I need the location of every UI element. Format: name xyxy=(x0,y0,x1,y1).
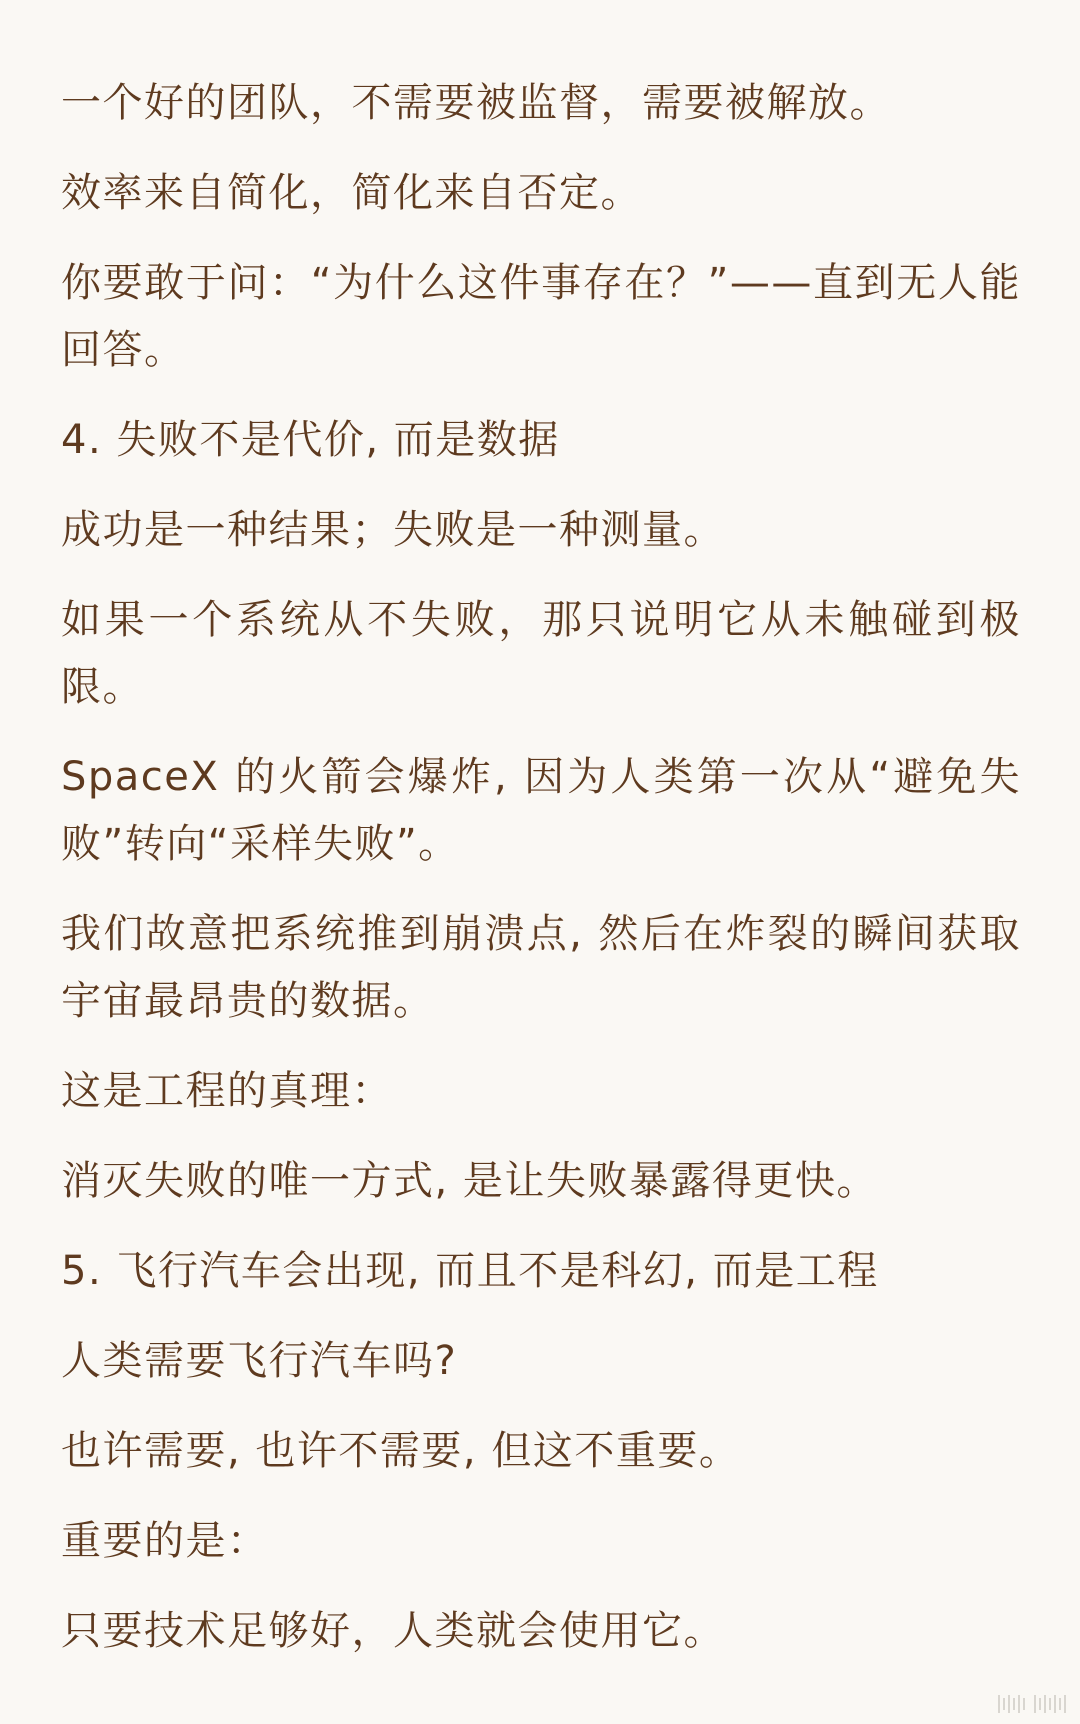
watermark-mark xyxy=(1044,1695,1046,1713)
paragraph-team: 一个好的团队，不需要被监督，需要被解放。 xyxy=(61,80,891,126)
paragraph-ask-why: 你要敢于问：“为什么这件事存在？”——直到无人能回答。 xyxy=(61,260,1021,373)
watermark-mark xyxy=(1064,1695,1066,1713)
watermark-mark xyxy=(1039,1698,1041,1710)
watermark-mark xyxy=(1008,1695,1010,1713)
paragraph-efficiency: 效率来自简化，简化来自否定。 xyxy=(61,170,642,216)
paragraph-success-failure: 成功是一种结果；失败是一种测量。 xyxy=(61,507,725,553)
section-heading-4: 4. 失败不是代价, 而是数据 xyxy=(61,417,560,463)
paragraph-breaking-point: 我们故意把系统推到崩溃点, 然后在炸裂的瞬间获取宇宙最昂贵的数据。 xyxy=(61,911,1021,1024)
watermark-mark xyxy=(998,1695,1000,1713)
watermark-mark xyxy=(1059,1698,1061,1710)
paragraph-important: 重要的是： xyxy=(61,1518,269,1564)
watermark-mark xyxy=(1023,1698,1025,1710)
paragraph-never-fails: 如果一个系统从不失败，那只说明它从未触碰到极限。 xyxy=(61,597,1021,710)
article-body xyxy=(61,70,1021,1688)
section-heading-5: 5. 飞行汽车会出现, 而且不是科幻, 而是工程 xyxy=(61,1248,879,1294)
paragraph-engineering-truth: 这是工程的真理： xyxy=(61,1068,393,1114)
watermark-mark xyxy=(1013,1698,1015,1710)
watermark-mark xyxy=(1003,1698,1005,1710)
watermark-logo xyxy=(916,1690,1066,1718)
watermark-mark xyxy=(1054,1695,1056,1713)
paragraph-flying-car-question: 人类需要飞行汽车吗? xyxy=(61,1338,458,1384)
watermark-mark xyxy=(1049,1698,1051,1710)
paragraph-eliminate-failure: 消灭失败的唯一方式, 是让失败暴露得更快。 xyxy=(61,1158,878,1204)
watermark-mark xyxy=(1034,1695,1036,1713)
watermark-mark xyxy=(1018,1695,1020,1713)
paragraph-maybe: 也许需要, 也许不需要, 但这不重要。 xyxy=(61,1428,741,1474)
paragraph-technology-good: 只要技术足够好，人类就会使用它。 xyxy=(61,1608,725,1654)
paragraph-spacex: SpaceX 的火箭会爆炸, 因为人类第一次从“避免失败”转向“采样失败”。 xyxy=(61,754,1021,867)
